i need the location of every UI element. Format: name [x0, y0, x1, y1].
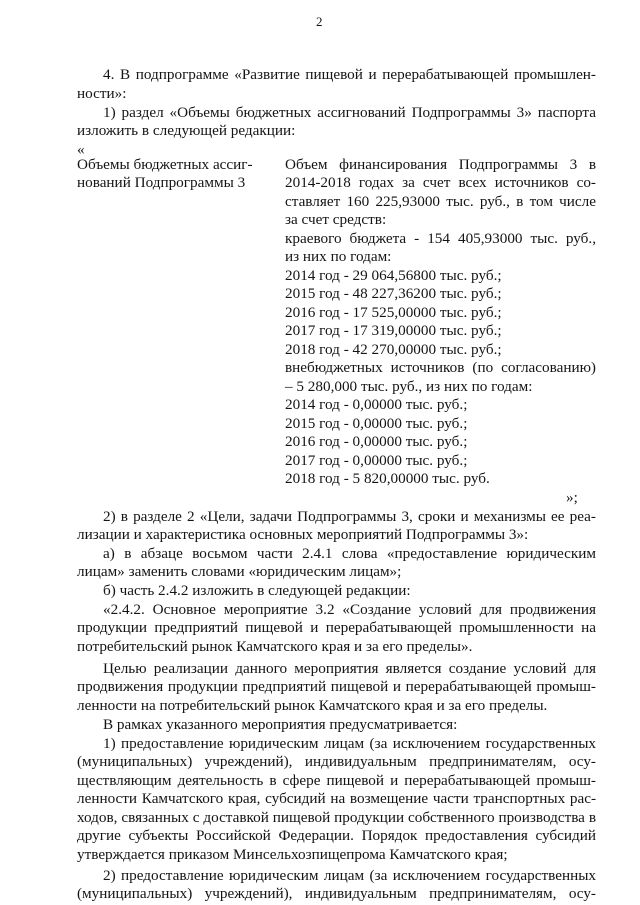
passport-value-line: 2016 год - 0,00000 тыс. руб.; [285, 433, 468, 450]
s242-list1-line5: ходов, связанных с доставкой пищевой продукции собственного производства в [77, 809, 596, 826]
passport-value-line: 2018 год - 42 270,00000 тыс. руб.; [285, 341, 502, 358]
passport-value-line: 2014 год - 29 064,56800 тыс. руб.; [285, 267, 502, 284]
s242-list2-line2: (муниципальных) учреждений), индивидуальным предпринимателям, осу- [77, 885, 596, 902]
s242-quote-line3: потребительский рынок Камчатского края и за его пределы». [77, 638, 473, 655]
sub2-a-line2: лицам» заменить словами «юридическим лицам»; [77, 563, 402, 580]
s242-list1-line6: другие субъекты Российской Федерации. Порядок предоставления субсидий [77, 827, 596, 844]
sub1-line2: изложить в следующей редакции: [77, 122, 296, 139]
s242-p2-line1: В рамках указанного мероприятия предусматривается: [103, 716, 458, 733]
sub1-line1: 1) раздел «Объемы бюджетных ассигнований Подпрограммы 3» паспорта [103, 104, 596, 121]
passport-value-line: 2015 год - 48 227,36200 тыс. руб.; [285, 285, 502, 302]
item4-line2: ности»: [77, 85, 127, 102]
passport-value-line: Объем финансирования Подпрограммы 3 в [285, 156, 596, 173]
passport-value-line: 2018 год - 5 820,00000 тыс. руб. [285, 470, 490, 487]
s242-list1-line4: ленности Камчатского края, субсидий на возмещение части транспортных рас- [77, 790, 596, 807]
sub2-a-line1: а) в абзаце восьмом части 2.4.1 слова «предоставление юридическим [103, 545, 596, 562]
passport-label-line: Объемы бюджетных ассиг- [77, 156, 253, 173]
page-number: 2 [316, 14, 323, 29]
passport-value-line: краевого бюджета - 154 405,93000 тыс. руб., [285, 230, 596, 247]
passport-value-line: за счет средств: [285, 211, 387, 228]
s242-quote-line1: «2.4.2. Основное мероприятие 3.2 «Создание условий для продвижения [103, 601, 596, 618]
passport-value-line: ставляет 160 225,93000 тыс. руб., в том числе [285, 193, 596, 210]
s242-p1-line3: ленности на потребительский рынок Камчатского края и за его пределы. [77, 697, 548, 714]
passport-value-line: 2015 год - 0,00000 тыс. руб.; [285, 415, 468, 432]
sub2-line1: 2) в разделе 2 «Цели, задачи Подпрограммы 3, сроки и механизмы ее реа- [103, 508, 596, 525]
item4-line1: 4. В подпрограмме «Развитие пищевой и перерабатывающей промышлен- [103, 66, 596, 83]
s242-list1-line3: ществляющим деятельность в сфере пищевой и перерабатывающей промыш- [77, 772, 596, 789]
s242-p1-line1: Целью реализации данного мероприятия является создание условий для [103, 660, 596, 677]
s242-quote-line2: продукции предприятий пищевой и перерабатывающей промышленности на [77, 619, 596, 636]
passport-value-line: 2017 год - 0,00000 тыс. руб.; [285, 452, 468, 469]
passport-value-line: внебюджетных источников (по согласованию) [285, 359, 596, 376]
s242-list1-line7: утверждается приказом Минсельхозпищепрома Камчатского края; [77, 846, 508, 863]
sub2-line2: лизации и характеристика основных мероприятий Подпрограммы 3»: [77, 526, 529, 543]
s242-list1-line2: (муниципальных) учреждений), индивидуальным предпринимателям, осу- [77, 753, 596, 770]
passport-value-line: 2014-2018 годах за счет всех источников со- [285, 174, 596, 191]
s242-p1-line2: продвижения продукции предприятий пищевой и перерабатывающей промыш- [77, 678, 596, 695]
passport-value-line: из них по годам: [285, 248, 392, 265]
close-quote: »; [566, 489, 578, 506]
passport-label-line: нований Подпрограммы 3 [77, 174, 246, 191]
open-quote: « [77, 141, 85, 158]
s242-list2-line1: 2) предоставление юридическим лицам (за исключением государственных [103, 867, 596, 884]
passport-value-line: 2014 год - 0,00000 тыс. руб.; [285, 396, 468, 413]
passport-value-line: – 5 280,000 тыс. руб., из них по годам: [285, 378, 533, 395]
sub2-b-line1: б) часть 2.4.2 изложить в следующей редакции: [103, 582, 411, 599]
passport-value-line: 2017 год - 17 319,00000 тыс. руб.; [285, 322, 502, 339]
passport-value-line: 2016 год - 17 525,00000 тыс. руб.; [285, 304, 502, 321]
s242-list1-line1: 1) предоставление юридическим лицам (за исключением государственных [103, 735, 596, 752]
